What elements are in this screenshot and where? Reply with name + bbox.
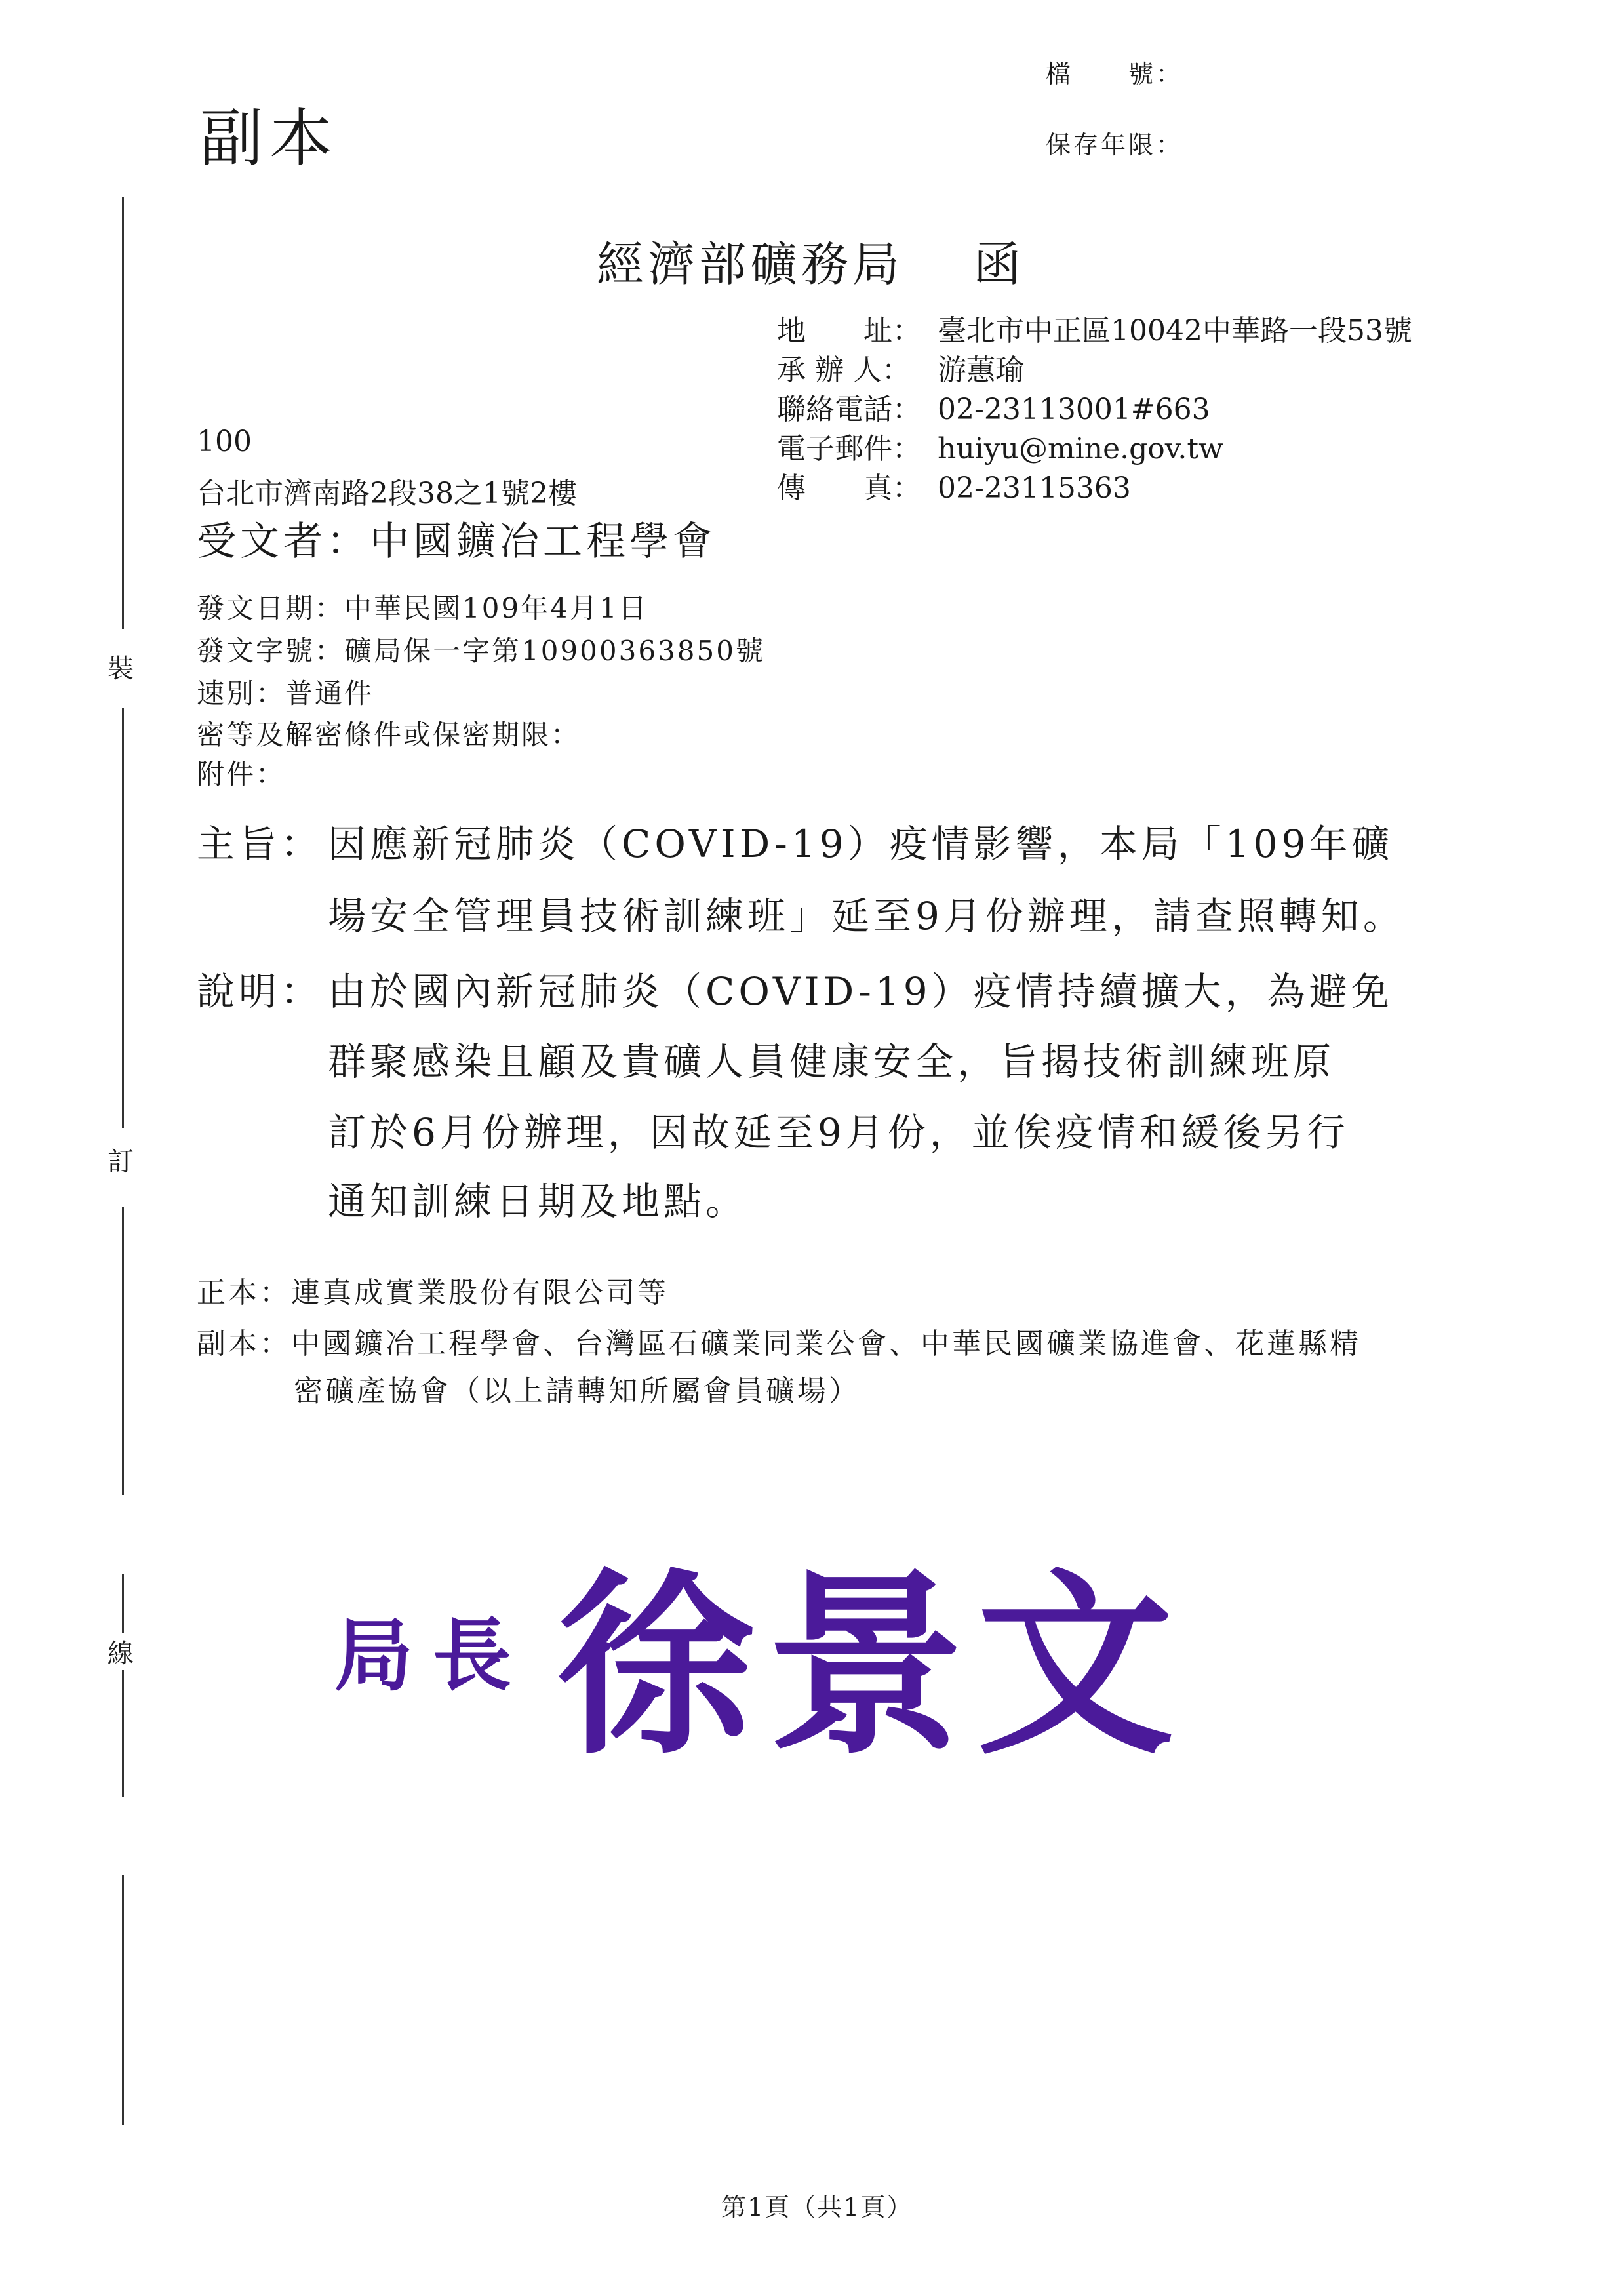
contact-label: 地 址： (777, 314, 921, 348)
copy-recipients-cont: 密礦產協會（以上請轉知所屬會員礦場） (294, 1374, 860, 1408)
subject-label: 主旨： (197, 822, 323, 866)
contact-email (777, 425, 1223, 467)
attachment: 附件： (197, 758, 286, 790)
explanation-text: 群聚感染且顧及貴礦人員健康安全，旨揭技術訓練班原 (328, 1039, 1336, 1084)
contact-address (777, 307, 1412, 349)
contact-value: 臺北市中正區10042中華路一段53號 (938, 314, 1412, 348)
contact-fax (777, 464, 1131, 506)
binding-line (122, 708, 124, 1128)
original-recipients: 正本：連真成實業股份有限公司等 (197, 1276, 669, 1309)
contact-value: 游蕙瑜 (938, 353, 1024, 387)
contact-value: 02-23115363 (938, 471, 1131, 505)
contact-label: 聯絡電話： (777, 393, 921, 426)
contact-label: 承 辦 人： (777, 353, 911, 387)
binding-line (122, 1207, 124, 1495)
file-number-label: 檔 號： (1046, 60, 1184, 89)
recipient: 受文者：中國鑛冶工程學會 (197, 519, 716, 565)
binding-line (122, 1875, 124, 2125)
subject-line (197, 813, 1393, 868)
copy-stamp: 副本 (200, 102, 339, 175)
binding-mark-xian: 線 (108, 1633, 134, 1670)
subject-text: 場安全管理員技術訓練班」延至9月份辦理，請查照轉知。 (328, 894, 1405, 938)
subject-text: 因應新冠肺炎（COVID-19）疫情影響，本局「109年礦 (328, 822, 1394, 866)
postal-code: 100 (197, 425, 252, 458)
director-signature-stamp (334, 1508, 1187, 1791)
binding-mark-zhuang: 裝 (108, 648, 134, 685)
explanation-text: 通知訓練日期及地點。 (328, 1179, 748, 1224)
copy-recipients: 副本：中國鑛冶工程學會、台灣區石礦業同業公會、中華民國礦業協進會、花蓮縣精 (197, 1327, 1361, 1361)
explanation-text: 訂於6月份辦理，因故延至9月份，並俟疫情和緩後另行 (328, 1110, 1349, 1155)
contact-label: 傳 真： (777, 471, 921, 505)
binding-mark-ding: 訂 (108, 1141, 134, 1178)
contact-phone (777, 386, 1210, 428)
binding-line (122, 197, 124, 629)
document-number: 發文字號：礦局保一字第10900363850號 (197, 635, 765, 667)
signature-name: 徐景文 (557, 1549, 1187, 1781)
explanation-label: 說明： (197, 969, 323, 1014)
secrecy-level: 密等及解密條件或保密期限： (197, 719, 581, 751)
signature-title: 局長 (334, 1609, 531, 1702)
contact-label: 電子郵件： (777, 432, 921, 466)
binding-line (122, 1574, 124, 1797)
retention-label: 保存年限： (1046, 130, 1184, 159)
speed-class: 速別：普通件 (197, 677, 374, 709)
explanation-text: 由於國內新冠肺炎（COVID-19）疫情持續擴大，為避免 (328, 969, 1393, 1014)
page-number: 第1頁（共1頁） (721, 2193, 913, 2222)
recipient-street: 台北市濟南路2段38之1號2樓 (197, 477, 577, 510)
contact-handler (777, 346, 1024, 388)
contact-value: huiyu@mine.gov.tw (938, 432, 1223, 466)
document-title: 經濟部礦務局 函 (597, 237, 1025, 292)
contact-value: 02-23113001#663 (938, 393, 1210, 426)
explanation-line (197, 961, 1393, 1016)
issue-date: 發文日期：中華民國109年4月1日 (197, 592, 648, 624)
